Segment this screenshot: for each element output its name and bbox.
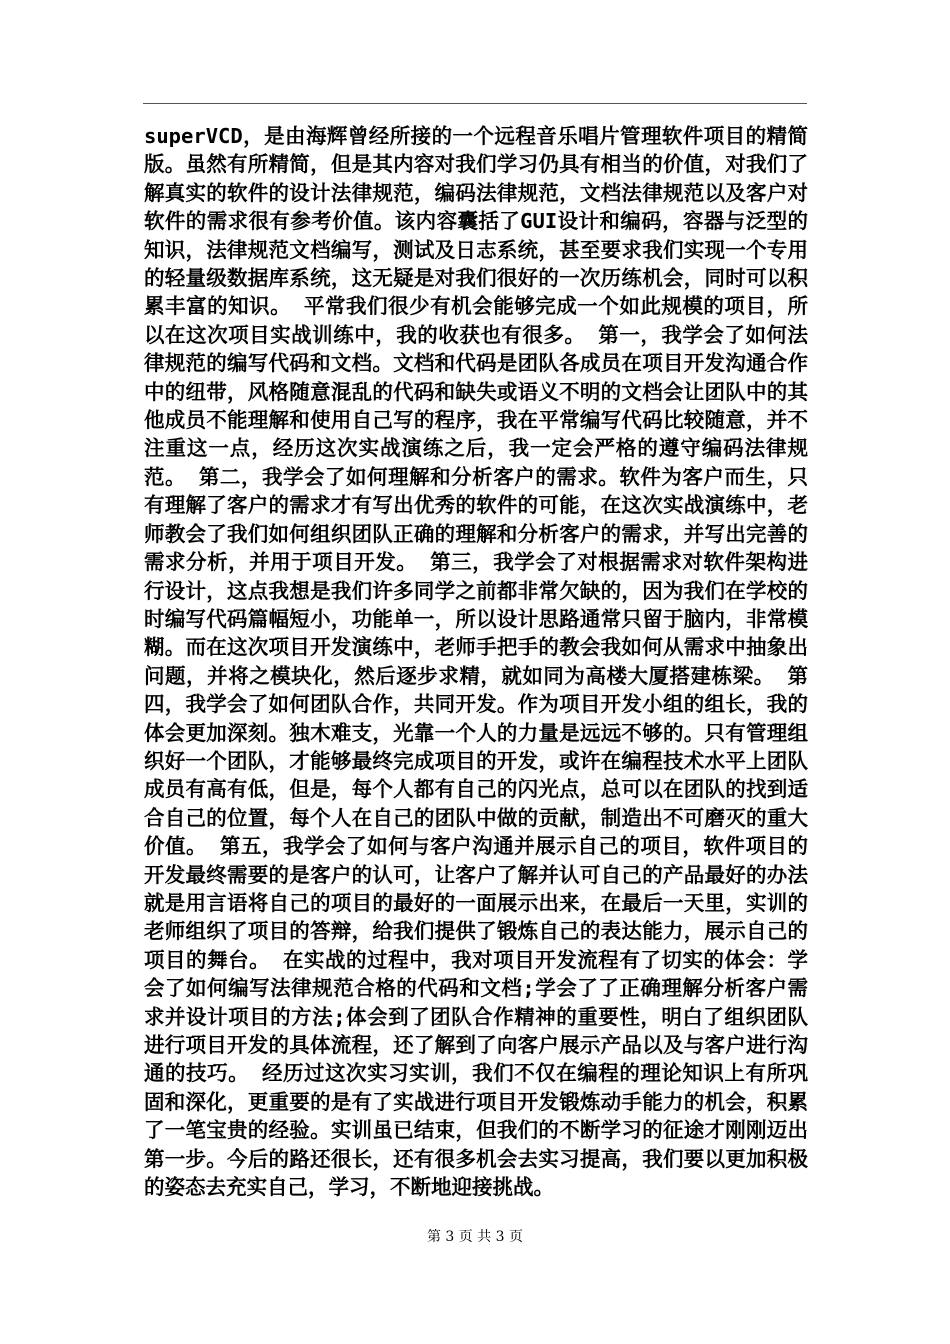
body-paragraph: superVCD，是由海辉曾经所接的一个远程音乐唱片管理软件项目的精简版。虽然有所精简，但是其内容对我们学习仍具有相当的价值，对我们了解真实的软件的设计法律规范，编码法律规范，文档法律规范以及客户对软件的需求很有参考价值。该内容囊括了GUI设计和编码，容器与泛型的知识，法律规范文档编写，测试及日志系统，甚至要求我们实现一个专用的轻量级数据库系统，这无疑是对我们很好的一次历练机会，同时可以积累丰富的知识。 平常我们很少有机会能够完成一个如此规模的项目，所以在这次项目实战训练中，我的收获也有很多。 第一，我学会了如何法律规范的编写代码和文档。文档和代码是团队各成员在项目开发沟通合作中的纽带，风格随意混乱的代码和缺失或语义不明的文档会让团队中的其他成员不能理解和使用自己写的程序，我在平常编写代码比较随意，并不注重这一点，经历这次实战演练之后，我一定会严格的遵守编码法律规范。 第二，我学会了如何理解和分析客户的需求。软件为客户而生，只有理解了客户的需求才有写出优秀的软件的可能，在这次实战演练中，老师教会了我们如何组织团队正确的理解和分析客户的需求，并写出完善的需求分析，并用于项目开发。 第三，我学会了对根据需求对软件架构进行设计，这点我想是我们许多同学之前都非常欠缺的，因为我们在学校的时编写代码篇幅短小，功能单一，所以设计思路通常只留于脑内，非常模糊。而在这次项目开发演练中，老师手把手的教会我如何从需求中抽象出问题，并将之模块化，然后逐步求精，就如同为高楼大厦搭建栋梁。 第四，我学会了如何团队合作，共同开发。作为项目开发小组的组长，我的体会更加深刻。独木难支，光靠一个人的力量是远远不够的。只有管理组织好一个团队，才能够最终完成项目的开发，或许在编程技术水平上团队成员有高有低，但是，每个人都有自己的闪光点，总可以在团队的找到适合自己的位置，每个人在自己的团队中做的贡献，制造出不可磨灭的重大价值。 第五，我学会了如何与客户沟通并展示自己的项目，软件项目的开发最终需要的是客户的认可，让客户了解并认可自己的产品最好的办法就是用言语将自己的项目的最好的一面展示出来，在最后一天里，实训的老师组织了项目的答辩，给我们提供了锻炼自己的表达能力，展示自己的项目的舞台。 在实战的过程中，我对项目开发流程有了切实的体会：学会了如何编写法律规范合格的代码和文档;学会了了正确理解分析客户需求并设计项目的方法;体会到了团队合作精神的重要性，明白了组织团队进行项目开发的具体流程，还了解到了向客户展示产品以及与客户进行沟通的技巧。 经历过这次实习实训，我们不仅在编程的理论知识上有所巩固和深化，更重要的是有了实战进行项目开发锻炼动手能力的机会，积累了一笔宝贵的经验。实训虽已结束，但我们的不断学习的征途才刚刚迈出第一步。今后的路还很长，还有很多机会去实习提高，我们要以更加积极的姿态去充实自己，学习，不断地迎接挑战。 (144, 124, 808, 1200)
page-number-footer: 第 3 页 共 3 页 (426, 1229, 524, 1245)
header-rule (143, 103, 807, 104)
